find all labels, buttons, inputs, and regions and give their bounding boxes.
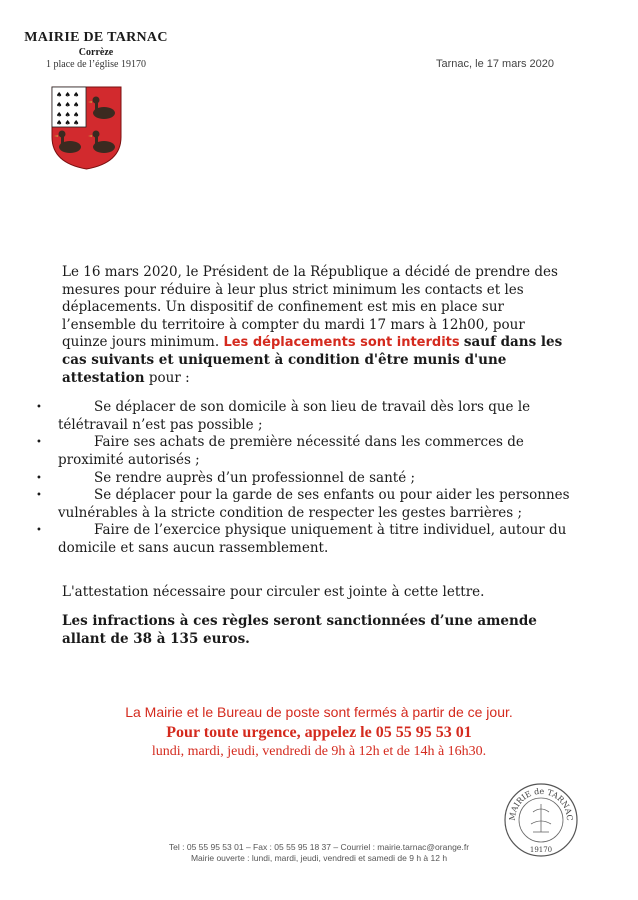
intro-text: Le 16 mars 2020, le Président de la République a décidé de prendre des mesures pour réduire à leur plus strict minimum les contacts et les déplacements. Un dispositif de confinement est mis en place sur l’ensemble du territoire à compter du mardi 17 mars à 12h00, pour quinze jours minimum. — [62, 264, 558, 351]
list-item: • Faire de l’exercice physique uniquement à titre individuel, autour du domicile et sans aucun rassemblement. — [36, 522, 567, 556]
emergency-phone-line: Pour toute urgence, appelez le 05 55 95 53 01 — [166, 724, 472, 741]
org-name: MAIRIE DE TARNAC — [24, 30, 168, 45]
bullet-icon: • — [36, 437, 42, 449]
svg-text:♠ ♠ ♠: ♠ ♠ ♠ — [56, 111, 80, 119]
letter-body — [36, 264, 570, 648]
svg-text:♠ ♠ ♠: ♠ ♠ ♠ — [56, 119, 80, 127]
bullet-icon: • — [36, 402, 42, 414]
closure-notice — [40, 704, 598, 760]
allowed-cases-list — [36, 399, 570, 557]
letterhead — [22, 30, 170, 70]
intro-end-text: pour : — [148, 369, 190, 386]
svg-text:19170: 19170 — [529, 846, 553, 854]
svg-text:♠ ♠ ♠: ♠ ♠ ♠ — [56, 101, 80, 109]
closure-line: La Mairie et le Bureau de poste sont fermés à partir de ce jour. — [125, 704, 513, 720]
coat-of-arms-logo — [50, 85, 123, 171]
footer-contact — [100, 842, 538, 864]
bullet-icon: • — [36, 525, 42, 537]
intro-bold-text: sauf dans les cas suivants et uniquement à condition d'être munis d'une attestation — [62, 334, 563, 386]
list-item: • Se rendre auprès d’un professionnel de santé ; — [36, 469, 416, 486]
attestation-note: L'attestation nécessaire pour circuler est jointe à cette lettre. — [62, 583, 485, 600]
letter-date: Tarnac, le 17 mars 2020 — [436, 58, 555, 70]
intro-red-text: Les déplacements sont interdits — [223, 335, 460, 351]
hours-line: lundi, mardi, jeudi, vendredi de 9h à 12h et de 14h à 16h30. — [151, 744, 487, 759]
bullet-icon: • — [36, 490, 42, 502]
list-item: • Se déplacer pour la garde de ses enfants ou pour aider les personnes vulnérables à la stricte condition de respecter les gestes barrières ; — [36, 487, 570, 521]
footer-hours-line: Mairie ouverte : lundi, mardi, jeudi, vendredi et samedi de 9 h à 12 h — [190, 853, 448, 863]
svg-text:♠ ♠ ♠: ♠ ♠ ♠ — [56, 91, 80, 99]
svg-text:MAIRIE de TARNAC: MAIRIE de TARNAC — [507, 786, 575, 822]
list-item: • Se déplacer de son domicile à son lieu de travail dès lors que le télétravail n’est pas possible ; — [36, 399, 531, 433]
footer-contact-line: Tel : 05 55 95 53 01 – Fax : 05 55 95 18 37 – Courriel : mairie.tarnac@orange.fr — [168, 842, 470, 852]
fines-note: Les infractions à ces règles seront sanctionnées d’une amende allant de 38 à 135 euros. — [62, 613, 537, 647]
intro-paragraph — [62, 264, 570, 387]
list-item: • Faire ses achats de première nécessité dans les commerces de proximité autorisés ; — [36, 434, 524, 468]
address: 1 place de l’église 19170 — [46, 59, 146, 70]
bullet-icon: • — [36, 472, 42, 484]
department: Corrèze — [78, 47, 114, 58]
